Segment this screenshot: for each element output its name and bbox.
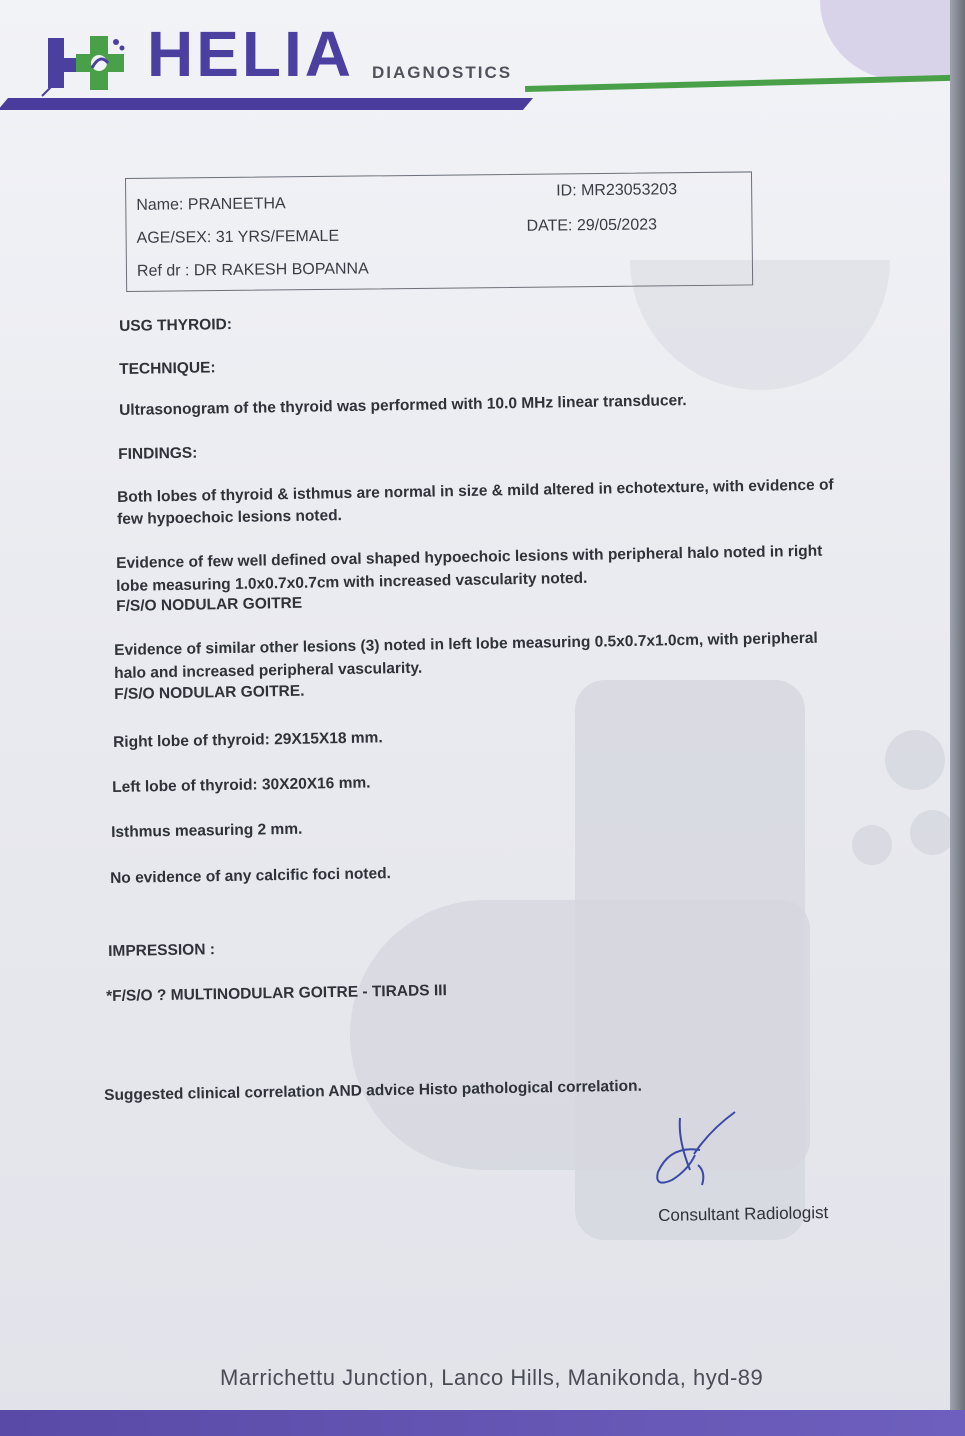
impression-text: *F/S/O ? MULTINODULAR GOITRE - TIRADS III (106, 982, 447, 1005)
finding-1-line-2: few hypoechoic lesions noted. (117, 507, 343, 528)
brand-subtitle: DIAGNOSTICS (372, 63, 513, 82)
watermark-dot (885, 730, 945, 790)
report-title: USG THYROID: (119, 316, 233, 335)
brand-name: HELIA (147, 18, 354, 90)
header-corner-decoration (820, 0, 950, 80)
header-band-green (525, 75, 950, 92)
suggestion-text: Suggested clinical correlation AND advice Histo pathological correlation. (104, 1077, 642, 1104)
finding-2-line-1: Evidence of few well defined oval shaped hypoechoic lesions with peripheral halo noted in right (116, 542, 823, 572)
header-band-purple (0, 98, 533, 110)
patient-id: ID: MR23053203 (556, 181, 678, 200)
right-lobe-measurement: Right lobe of thyroid: 29X15X18 mm. (113, 729, 383, 751)
isthmus-measurement: Isthmus measuring 2 mm. (111, 820, 303, 841)
patient-age-sex: AGE/SEX: 31 YRS/FEMALE (136, 227, 340, 247)
findings-heading: FINDINGS: (118, 444, 198, 463)
impression-heading: IMPRESSION : (108, 941, 216, 960)
calcific-foci-note: No evidence of any calcific foci noted. (110, 865, 392, 887)
signatory-title: Consultant Radiologist (658, 1203, 829, 1225)
watermark-dot (852, 825, 892, 865)
radiologist-signature (650, 1110, 740, 1195)
finding-1-line-1: Both lobes of thyroid & isthmus are normal in size & mild altered in echotexture, with evidence of (117, 476, 834, 506)
finding-3-line-1: Evidence of similar other lesions (3) noted in left lobe measuring 0.5x0.7x1.0cm, with peripheral (114, 629, 818, 659)
finding-3-line-3: F/S/O NODULAR GOITRE. (114, 682, 305, 703)
helia-logo-icon (40, 28, 130, 98)
page-edge-shadow (950, 0, 965, 1436)
finding-3-line-2: halo and increased peripheral vascularity. (114, 659, 423, 682)
watermark-shape (350, 900, 810, 1170)
patient-name: Name: PRANEETHA (136, 195, 286, 214)
watermark-dot (910, 810, 950, 855)
left-lobe-measurement: Left lobe of thyroid: 30X20X16 mm. (112, 774, 371, 796)
patient-details-box (125, 171, 753, 292)
referring-doctor: Ref dr : DR RAKESH BOPANNA (136, 260, 369, 280)
technique-heading: TECHNIQUE: (119, 359, 216, 378)
footer-band (0, 1410, 965, 1436)
finding-2-line-2: lobe measuring 1.0x0.7x0.7cm with increased vascularity noted. (116, 569, 588, 595)
finding-2-line-3: F/S/O NODULAR GOITRE (116, 594, 303, 615)
report-date: DATE: 29/05/2023 (526, 216, 658, 235)
technique-text: Ultrasonogram of the thyroid was performed with 10.0 MHz linear transducer. (119, 392, 687, 419)
footer-address: Marrichettu Junction, Lanco Hills, Manikonda, hyd-89 (220, 1365, 764, 1390)
